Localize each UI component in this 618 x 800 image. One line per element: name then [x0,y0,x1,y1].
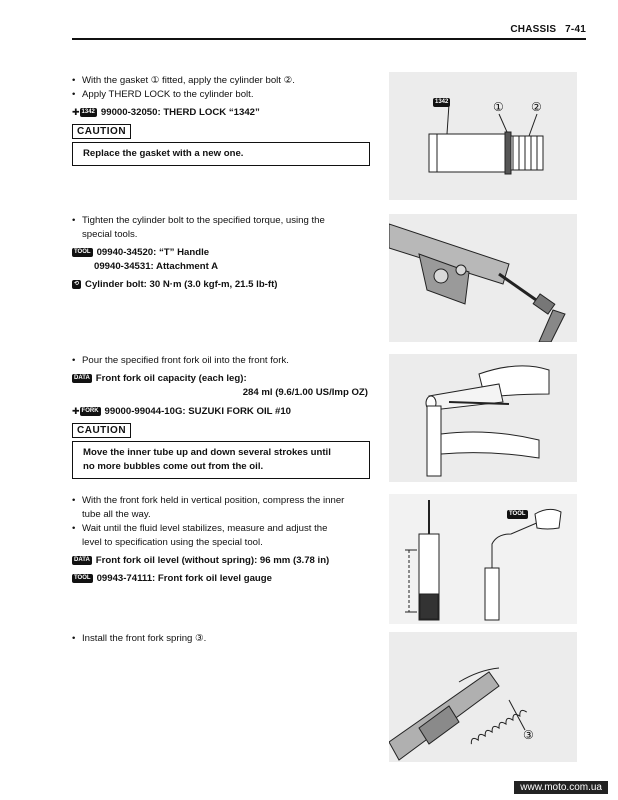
fork-spring-illustration [389,632,577,762]
s1-caution-label: CAUTION [72,124,131,139]
fig1-callout-2: ② [531,100,542,114]
section-1-text: • With the gasket ① fitted, apply the cylinder bolt ②. • Apply THERD LOCK to the cylinder bolt. ✚ 1342 99000-32050: THERD LOCK “1342” CAUTION Replace the gasket with a new one. [72,74,372,166]
fig1-callout-1: ① [493,100,504,114]
tool-icon: TOOL [74,248,91,255]
s4-level: Front fork oil level (without spring): 96 mm (3.78 in) [95,555,330,566]
s3-caution-line-1: Move the inner tube up and down several strokes until [83,447,331,458]
s2-bullet-1a: Tighten the cylinder bolt to the specified torque, using the [82,215,325,226]
s4-tool: 09943-74111: Front fork oil level gauge [96,573,272,584]
tool-icon-2: TOOL [74,574,91,581]
footer-url: www.moto.com.ua [514,781,608,794]
s4-bullet-2a: Wait until the fluid level stabilizes, measure and adjust the [82,523,328,534]
section-4-text: • With the front fork held in vertical position, compress the inner tube all the way. • Wait until the fluid level stabilizes, measure and adjust the level to specification using the special tool. DATA Front fork oil level (without spring): 96 mm (3.78 in) TOOL 09943-74111: Front fork oil level gauge [72,495,345,584]
s2-tool-1: 09940-34520: “T” Handle [96,247,210,258]
s4-bullet-1a: With the front fork held in vertical position, compress the inner [82,495,345,506]
fig4-tool-badge: TOOL [509,511,526,517]
s1-caution-text: Replace the gasket with a new one. [83,148,244,159]
data-icon: DATA [74,374,90,381]
s3-oil: 99000-99044-10G: SUZUKI FORK OIL #10 [104,406,291,417]
oil-level-gauge-illustration [389,494,577,624]
header-section: CHASSIS [510,24,557,35]
section-3-text: • Pour the specified front fork oil into the front fork. DATA Front fork oil capacity (each leg): 284 ml (9.6/1.00 US/Imp OZ) ✚ FORK 99000-99044-10G: SUZUKI FORK OIL #10 CAUTION Move the inner tube up and down several strokes until no more bubbles come out from the oil. [72,354,376,479]
figure-pour-oil [389,354,577,482]
s1-caution-box [72,142,370,166]
s2-torque: Cylinder bolt: 30 N·m (3.0 kgf-m, 21.5 lb-ft) [85,279,278,290]
header-rule [72,38,586,40]
section-2-text: • Tighten the cylinder bolt to the specified torque, using the special tools. TOOL 09940-34520: “T” Handle 09940-34531: Attachment A ⟲ Cylinder bolt: 30 N·m (3.0 kgf-m, 21.5 lb-ft) [72,215,325,290]
oil-can-icon: ✚ [72,406,80,416]
fork-torque-illustration [389,214,577,342]
s3-capacity-value: 284 ml (9.6/1.00 US/Imp OZ) [242,387,368,398]
s2-bullet-1b: special tools. [82,229,138,240]
fork-oil-badge: FORK [81,407,99,414]
s3-capacity-label: Front fork oil capacity (each leg): [95,373,247,384]
fig1-badge: 1342 [435,99,449,105]
s2-tool-2: 09940-34531: Attachment A [94,261,219,272]
thread-lock-badge: 1342 [81,108,95,115]
s5-bullet-1: Install the front fork spring ③. [82,633,207,644]
data-icon-2: DATA [74,556,90,563]
s3-caution-line-2: no more bubbles come out from the oil. [83,461,264,472]
figure-torque-tightening [389,214,577,342]
cylinder-bolt-illustration [389,72,577,200]
figure-cylinder-bolt [389,72,577,200]
header-page-number: 7-41 [565,24,586,35]
figure-oil-level [389,494,577,624]
s4-bullet-1b: tube all the way. [82,509,151,520]
s3-caution-label: CAUTION [72,423,131,438]
s1-spec: 99000-32050: THERD LOCK “1342” [100,107,260,118]
figure-fork-spring [389,632,577,762]
section-5-text: • Install the front fork spring ③. [72,633,207,644]
pouring-oil-illustration [389,354,577,482]
s3-bullet-1: Pour the specified front fork oil into the front fork. [82,355,289,366]
thread-lock-icon: ✚ [72,107,80,117]
s3-caution-box [72,441,370,479]
s4-bullet-2b: level to specification using the special tool. [82,537,263,548]
torque-wrench-icon: ⟲ [74,280,80,287]
s1-bullet-2: Apply THERD LOCK to the cylinder bolt. [82,89,254,100]
fig5-callout-3: ③ [523,728,534,742]
s1-bullet-1: With the gasket ① fitted, apply the cylinder bolt ②. [82,75,295,86]
page-header [510,24,586,35]
